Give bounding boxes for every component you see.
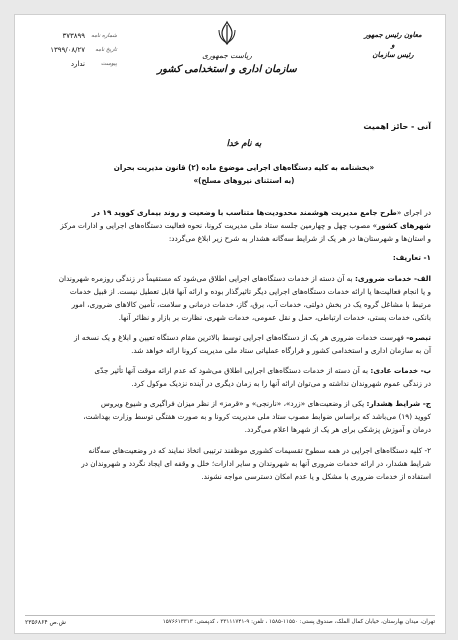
letterhead-center-2: سازمان اداری و استخدامی کشور [157,64,297,75]
vp-and: و [391,41,395,49]
alef-1: به آن دسته از خدمات دستگاه‌های اجرایی اطلاق می‌شود که مستقیماً در زندگی روزمره شهروندان [58,274,355,283]
circular-title-2: (به استثنای نیروهای مسلح)» [193,176,295,185]
be-line-2: در زندگی عموم شهروندان نداشته و می‌توان ارائه آنها را به زمان دیگری در آینده نزدیک موکول کرد. [131,379,431,388]
bismillah: به نام خدا [226,139,262,149]
section2-line-3: استفاده از خدمات ضروری با مشکل و یا عدم امکان دسترسی مواجه نشوند. [201,472,431,481]
tabsare-1: فهرست خدمات ضروری هر یک از دستگاه‌های اجرایی توسط بالاترین مقام دستگاه تعیین و ابلاغ و یک نسخه از [74,333,407,342]
jim-line-1 [101,398,431,411]
letter-meta [25,31,117,73]
iran-emblem-icon [216,20,238,46]
intro-2a: شهرهای کشور [376,221,431,230]
date-label: تاریخ نامه [95,47,117,53]
intro-1a: در اجرای « [396,208,431,217]
tabsare-line-1 [74,332,431,345]
be-head: ب- خدمات عادی: [370,366,431,375]
section2-line-1: ۲- کلیه دستگاه‌های اجرایی در همه سطوح تقسیمات کشوری موظفند ترتیبی اتخاذ نمایند که در وضعیت‌های سه‌گانه [88,446,431,455]
be-1: به آن دسته از خدمات دستگاه‌های اجرایی اطلاق می‌شود که عدم ارائه موقت آنها تأثیر جدّی [94,366,371,375]
letter-page [14,14,446,634]
intro-2b: » مصوب چهل و چهارمین جلسه ستاد ملی مدیریت کرونا، نحوه فعالیت دستگاه‌های اجرایی و ادارات مرکز [60,221,377,230]
intro-line-3: و استان‌ها و شهرستان‌ها در هر یک از شرایط سه‌گانه هشدار به شرح زیر ابلاغ می‌گردد: [168,234,431,243]
jim-line-3: درمان و آموزش پزشکی برای هر یک از شهرها اعلام می‌گردد. [244,425,431,434]
footer [25,615,435,625]
attachment-value: ندارد [70,60,85,68]
jim-line-2: کووید (۱۹) می‌باشد که براساس ضوابط مصوب ستاد ملی مدیریت کرونا و به صورت هفتگی توسط وزارت بهداشت، [83,412,431,421]
head-title: رئیس سازمان [372,51,414,59]
attachment-label: پیوست [100,61,117,67]
number-label: شماره نامه [91,33,117,39]
alef-head: الف- خدمات ضروری: [354,274,431,283]
alef-line-3: مرتبط با مشاغل گروه یک در بخش دولتی، خدمات آب، برق، گاز، خدمات درمانی و سلامت، تأمین کالاهای ضروری، امور [71,300,431,309]
date-value: ۱۳۹۹/۰۸/۲۷ [50,46,85,54]
letterhead-center-1: ریاست جمهوری [202,51,252,60]
be-line-1 [94,365,431,378]
footer-address: تهران، میدان بهارستان، خیابان کمال الملک، صندوق پستی: ۱۱۵۵۰-۱۵۸۵ ، تلفن: ۹-۳۳۱۱۱۷۴۱ ، کدپستی: ۱۵۷۶۶۱۳۳۱۳ [162,619,435,625]
jim-1: یکی از وضعیت‌های «زرد»، «نارنجی» و «قرمز» از نظر میزان فراگیری و شیوع ویروس [100,399,367,408]
intro-1b: طرح جامع مدیریت هوشمند محدودیت‌ها متناسب با وضعیت و روند بیماری کووید ۱۹ در [92,208,397,217]
intro-line-2 [60,220,431,233]
jim-head: ج- شرایط هشدار: [366,399,431,408]
alef-line-1 [59,273,431,286]
number-value: ۳۷۳۸۹۹ [62,32,85,40]
alef-line-4: بانکی، خدمات پستی، خدمات ارتباطی، حمل و نقل عمومی، خدمات شهری، نظارت بر بازار و نظائر آنها. [118,313,431,322]
alef-line-2: و یا انجام فعالیت‌ها یا ارائه خدمات دستگاه‌های اجرایی دیگر تاثیرگذار بوده و ارائه آنها قابل تعطیل نیست. از قبیل خدمات [69,287,431,296]
tabsare-head: تبصره- [406,333,431,342]
section2-line-2: شرایط هشدار، در ارائه خدمات ضروری آنها به شهروندان و سایر ادارات؛ خلل و وقفه ای ایجاد نگردد و شهروندان در [81,459,431,468]
priority: آنی - حائز اهمیت [363,122,431,131]
footer-code: ش.ص ۲۳۵۶۸۶۴ [25,619,66,626]
circular-title-1: «بخشنامه به کلیه دستگاه‌های اجرایی موضوع ماده (۲) قانون مدیریت بحران [113,163,375,172]
section1-heading: ۱- تعاریف: [392,253,431,262]
tabsare-line-2: آن به سازمان اداری و استخدامی کشور و قرارگاه عملیاتی ستاد ملی مدیریت کرونا ارائه خواهد شد. [131,346,431,355]
intro-line-1 [92,207,431,220]
letterhead-right [353,31,433,59]
vp-title: معاون رئیس جمهور [364,31,422,39]
